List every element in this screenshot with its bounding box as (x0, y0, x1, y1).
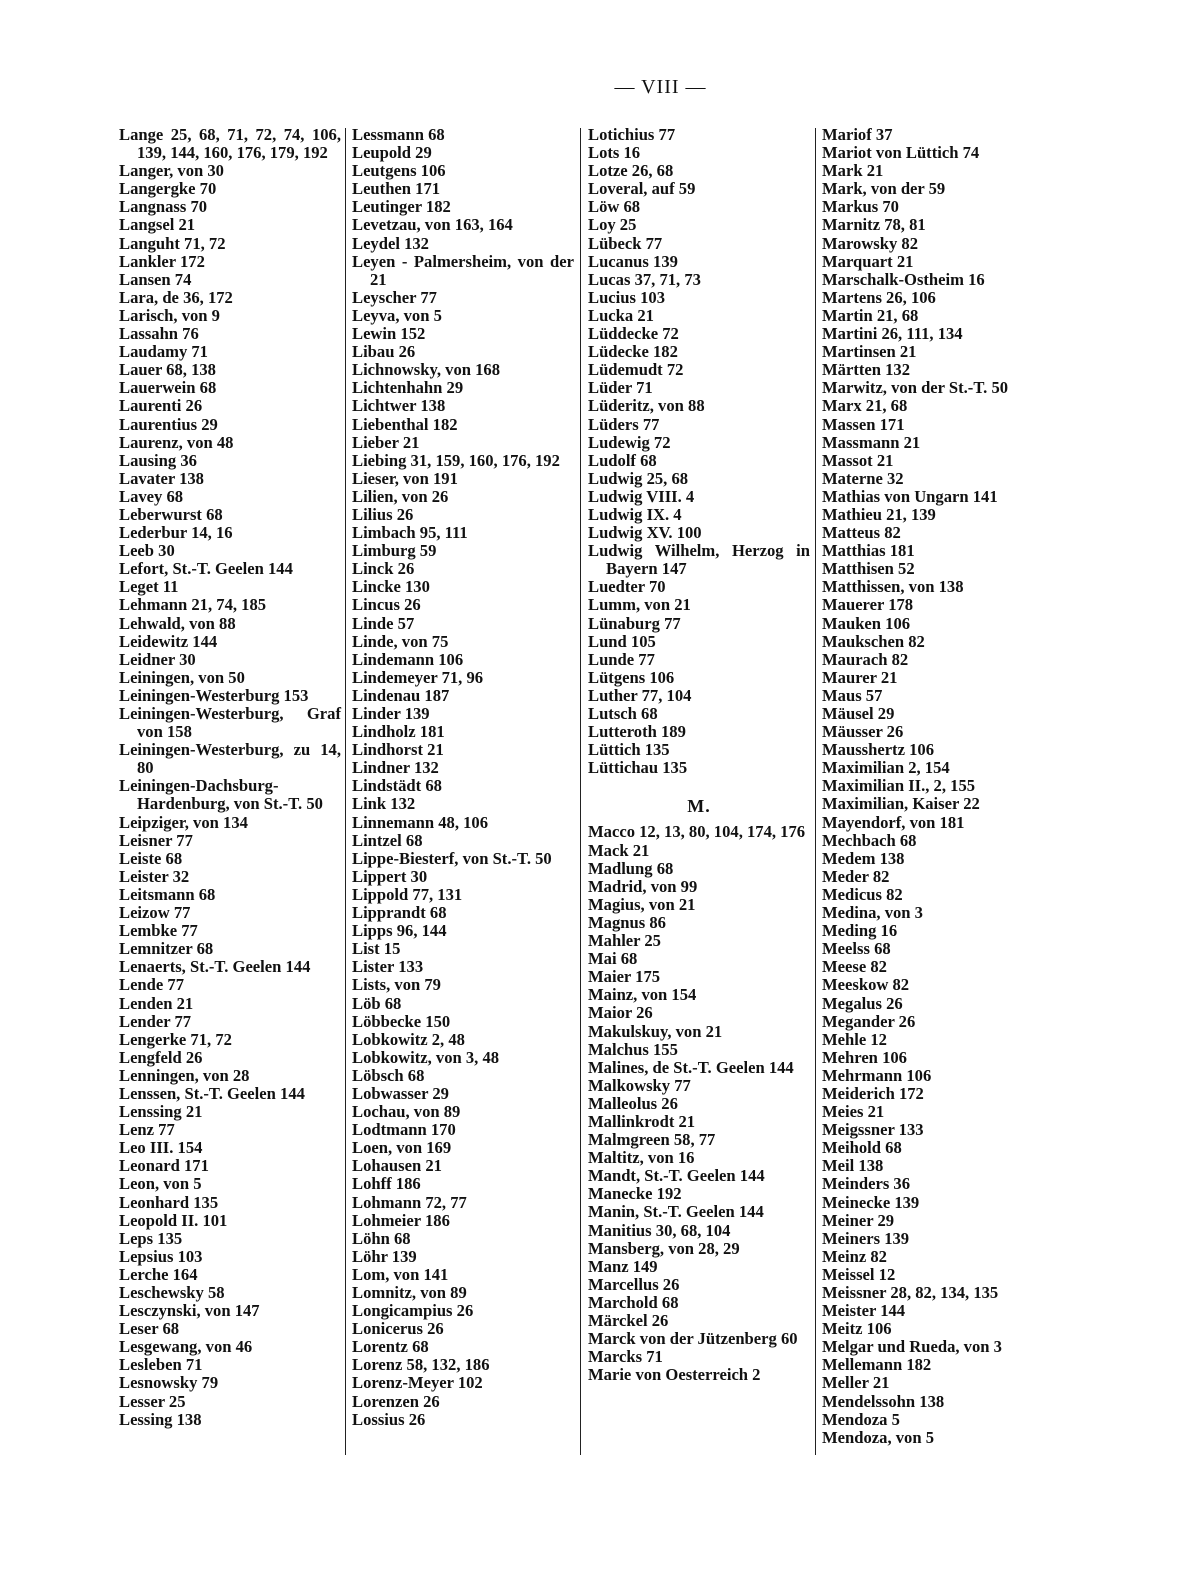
index-entry: Lassahn 76 (119, 324, 199, 344)
index-entry: Lindemann 106 (352, 649, 464, 669)
index-entry: Meihold 68 (822, 1138, 902, 1158)
index-entry: Leyen - Palmersheim, von der 21 (352, 251, 574, 289)
index-entry: Marquart 21 (822, 251, 914, 271)
index-entry: Lunde 77 (588, 649, 655, 669)
index-entry: Leiningen-Dachsburg-Hardenburg, von St.-T. 50 (119, 776, 323, 814)
index-entry: Meies 21 (822, 1102, 885, 1122)
index-entry: Marschalk-Ostheim 16 (822, 269, 985, 289)
index-entry: Langsel 21 (119, 215, 196, 235)
index-entry: Malleolus 26 (588, 1093, 678, 1113)
index-entry: Link 132 (352, 794, 416, 814)
index-entry: Mallinkrodt 21 (588, 1111, 696, 1131)
index-entry: Meissel 12 (822, 1264, 896, 1284)
index-entry: Limburg 59 (352, 541, 437, 561)
index-entry: Lichtwer 138 (352, 396, 446, 416)
index-entry: Marwitz, von der St.-T. 50 (822, 378, 1009, 398)
index-entry: Lehmann 21, 74, 185 (119, 595, 267, 615)
index-entry: Lüttich 135 (588, 740, 670, 760)
index-entry: Leiste 68 (119, 848, 183, 868)
index-entry: Lausing 36 (119, 450, 197, 470)
index-entry: Mandt, St.-T. Geelen 144 (588, 1166, 765, 1186)
index-entry: Luther 77, 104 (588, 685, 692, 705)
index-entry: Lotichius 77 (588, 125, 676, 144)
index-entry: Lesczynski, von 147 (119, 1301, 260, 1321)
index-entry: Maurach 82 (822, 649, 909, 669)
index-entry: Libau 26 (352, 342, 416, 362)
index-entry: Lindenau 187 (352, 685, 450, 705)
index-entry: Mayendorf, von 181 (822, 812, 965, 832)
index-entry: Maximilian II., 2, 155 (822, 776, 976, 796)
index-entry: Marck von der Jützenberg 60 (588, 1329, 798, 1349)
index-entry: Lüdemudt 72 (588, 360, 684, 380)
index-entry: Magius, von 21 (588, 894, 696, 914)
index-entry: Lavater 138 (119, 468, 204, 488)
index-entry: Lauerwein 68 (119, 378, 217, 398)
index-entry: Ludewig 72 (588, 432, 671, 452)
index-column-1 (119, 126, 341, 1429)
index-entry: Mellemann 182 (822, 1355, 932, 1375)
index-entry: Lengerke 71, 72 (119, 1029, 232, 1049)
index-entry: Lütgens 106 (588, 667, 675, 687)
index-entry: Lom, von 141 (352, 1264, 449, 1284)
index-entry: Makulskuy, von 21 (588, 1021, 723, 1041)
index-entry: Longicampius 26 (352, 1301, 474, 1321)
index-entry: Lilien, von 26 (352, 486, 449, 506)
index-entry: Lerche 164 (119, 1264, 198, 1284)
index-entry: Lefort, St.-T. Geelen 144 (119, 559, 293, 579)
index-entry: Leisner 77 (119, 830, 193, 850)
index-entry: Massen 171 (822, 414, 905, 434)
index-entry: Lippe-Biesterf, von St.-T. 50 (352, 848, 552, 868)
index-entry: Linder 139 (352, 704, 430, 723)
index-entry: Marowsky 82 (822, 233, 919, 253)
index-entry: Lincke 130 (352, 577, 430, 597)
index-entry: Maus 57 (822, 685, 883, 705)
index-entry: Mariof 37 (822, 125, 893, 144)
index-entry: Mendelssohn 138 (822, 1391, 945, 1411)
index-entry: Meelss 68 (822, 939, 891, 959)
index-entry: Mauken 106 (822, 613, 911, 633)
index-entry: Lübeck 77 (588, 233, 663, 253)
column-divider (815, 128, 816, 1455)
index-entry: Lippert 30 (352, 866, 428, 886)
index-entry: Maier 175 (588, 967, 661, 987)
index-entry: Meder 82 (822, 866, 890, 886)
index-entry: Lindholz 181 (352, 722, 445, 742)
index-entry: Lehwald, von 88 (119, 613, 236, 633)
index-entry: Linde, von 75 (352, 631, 449, 651)
index-entry: Marnitz 78, 81 (822, 215, 926, 235)
index-entry: Lindhorst 21 (352, 740, 444, 760)
index-entry: Lohmeier 186 (352, 1210, 450, 1230)
index-entry: Lange 25, 68, 71, 72, 74, 106, 139, 144, 160, 176, 179, 192 (119, 125, 341, 163)
index-entry: Lincus 26 (352, 595, 421, 615)
index-entry: Lenningen, von 28 (119, 1065, 250, 1085)
index-entry: Leget 11 (119, 577, 179, 597)
index-entry: Lieser, von 191 (352, 468, 458, 488)
index-entry: Lutsch 68 (588, 704, 658, 723)
index-entry: Mariot von Lüttich 74 (822, 143, 980, 163)
index-entry: Lender 77 (119, 1011, 192, 1031)
index-entry: Markus 70 (822, 197, 899, 217)
index-entry: Maurer 21 (822, 667, 898, 687)
index-entry: Lüdecke 182 (588, 342, 678, 362)
index-entry: Lohmann 72, 77 (352, 1192, 467, 1212)
index-entry: Massot 21 (822, 450, 894, 470)
index-entry: Leidner 30 (119, 649, 196, 669)
index-entry: Megalus 26 (822, 993, 903, 1013)
index-entry: Marcks 71 (588, 1347, 663, 1367)
index-entry: Lorenzen 26 (352, 1391, 440, 1411)
index-entry: Leutinger 182 (352, 197, 451, 217)
index-entry: Maior 26 (588, 1003, 653, 1023)
index-entry: Leiningen-Westerburg, Graf von 158 (119, 704, 341, 742)
index-entry: Lossius 26 (352, 1409, 426, 1429)
index-entry: Lankler 172 (119, 251, 205, 271)
column-divider (580, 128, 581, 1455)
index-entry: Leo III. 154 (119, 1138, 203, 1158)
index-entry: Mäusser 26 (822, 722, 904, 742)
index-entry: Lucka 21 (588, 305, 654, 325)
index-entry: Leuthen 171 (352, 179, 441, 199)
index-entry: Leser 68 (119, 1319, 180, 1339)
index-entry: Liebing 31, 159, 160, 176, 192 (352, 450, 560, 470)
index-entry: Lipprandt 68 (352, 903, 447, 923)
index-entry: Lende 77 (119, 975, 184, 995)
index-entry: Mansberg, von 28, 29 (588, 1238, 740, 1258)
index-entry: Langnass 70 (119, 197, 208, 217)
index-entry: Lippold 77, 131 (352, 884, 463, 904)
index-entry: Manin, St.-T. Geelen 144 (588, 1202, 764, 1222)
index-entry: Lessmann 68 (352, 125, 445, 144)
index-entry: Medicus 82 (822, 884, 903, 904)
index-entry: Leschewsky 58 (119, 1283, 225, 1302)
index-entry: Leonard 171 (119, 1156, 209, 1176)
index-entry: Lüddecke 72 (588, 324, 679, 344)
index-entry: Lembke 77 (119, 921, 198, 941)
index-entry: Lesgewang, von 46 (119, 1337, 253, 1357)
index-entry: Meinz 82 (822, 1246, 887, 1266)
section-letter-heading: M. (687, 796, 711, 817)
index-entry: Leister 32 (119, 866, 190, 886)
index-entry: Marie von Oesterreich 2 (588, 1365, 761, 1385)
index-entry: Manz 149 (588, 1256, 658, 1276)
index-entry: Mäusel 29 (822, 704, 895, 723)
index-entry: Leberwurst 68 (119, 504, 223, 524)
index-entry: Manitius 30, 68, 104 (588, 1220, 731, 1240)
index-entry: Löbsch 68 (352, 1065, 425, 1085)
index-entry: Meding 16 (822, 921, 898, 941)
index-entry: Meigssner 133 (822, 1120, 924, 1140)
index-entry: Lodtmann 170 (352, 1120, 456, 1140)
index-entry: Manecke 192 (588, 1184, 682, 1204)
index-entry: Lorentz 68 (352, 1337, 429, 1357)
index-entry: Lutteroth 189 (588, 722, 686, 742)
index-entry: Maukschen 82 (822, 631, 925, 651)
index-entry: Märckel 26 (588, 1311, 669, 1330)
index-entry: Laurenti 26 (119, 396, 203, 416)
index-column-2 (352, 126, 574, 1429)
index-entry: Meister 144 (822, 1301, 906, 1321)
index-entry: Lengfeld 26 (119, 1047, 203, 1067)
index-entry: Malchus 155 (588, 1039, 678, 1059)
index-entry: Meissner 28, 82, 134, 135 (822, 1283, 999, 1302)
index-entry: Löw 68 (588, 197, 641, 217)
index-entry: Meil 138 (822, 1156, 884, 1176)
index-entry: Lewin 152 (352, 324, 426, 344)
index-entry: Langergke 70 (119, 179, 217, 199)
index-entry: Lots 16 (588, 143, 641, 163)
index-entry: Leutgens 106 (352, 161, 446, 181)
index-entry: Lepsius 103 (119, 1246, 203, 1266)
index-entry: Lara, de 36, 172 (119, 287, 233, 307)
index-entry: Levetzau, von 163, 164 (352, 215, 513, 235)
index-entry: Materne 32 (822, 468, 904, 488)
index-entry: Leiningen-Westerburg 153 (119, 685, 309, 705)
index-entry: Malines, de St.-T. Geelen 144 (588, 1057, 794, 1077)
index-entry: Lenz 77 (119, 1120, 175, 1140)
index-entry: Lichnowsky, von 168 (352, 360, 501, 380)
index-entry: Lohausen 21 (352, 1156, 442, 1176)
index-entry: Lemnitzer 68 (119, 939, 214, 959)
index-entry: Meinecke 139 (822, 1192, 920, 1212)
index-entry: Laurentius 29 (119, 414, 218, 434)
index-entry: Loen, von 169 (352, 1138, 452, 1158)
index-entry: Mendoza 5 (822, 1409, 900, 1429)
index-entry: Mausshertz 106 (822, 740, 934, 760)
index-entry: Marx 21, 68 (822, 396, 908, 416)
index-entry: Marchold 68 (588, 1292, 679, 1312)
index-entry: Linck 26 (352, 559, 415, 579)
index-entry: Medina, von 3 (822, 903, 923, 923)
index-entry: Lobwasser 29 (352, 1083, 449, 1103)
index-entry: Ludolf 68 (588, 450, 657, 470)
index-entry: Meitz 106 (822, 1319, 892, 1339)
index-entry: Leyva, von 5 (352, 305, 442, 325)
index-entry: Leonhard 135 (119, 1192, 219, 1212)
index-entry: Lipps 96, 144 (352, 921, 447, 941)
index-entry: Lichtenhahn 29 (352, 378, 464, 398)
index-entry: Leidewitz 144 (119, 631, 218, 651)
index-entry: Laurenz, von 48 (119, 432, 234, 452)
index-entry: Lieber 21 (352, 432, 420, 452)
index-entry: Lüder 71 (588, 378, 653, 398)
index-entry: Mathias von Ungarn 141 (822, 486, 998, 506)
index-entry: Lobkowitz, von 3, 48 (352, 1047, 500, 1067)
index-entry: Löhr 139 (352, 1246, 417, 1266)
index-entry: Lenssen, St.-T. Geelen 144 (119, 1083, 305, 1103)
index-entry: Mainz, von 154 (588, 985, 697, 1005)
index-entry: Lauer 68, 138 (119, 360, 216, 380)
index-column-4 (822, 126, 1044, 1447)
index-entry: Lund 105 (588, 631, 656, 651)
index-entry: Mathieu 21, 139 (822, 504, 936, 524)
index-entry: Meiners 139 (822, 1228, 910, 1248)
index-entry: Lindner 132 (352, 758, 439, 778)
index-entry: Lenssing 21 (119, 1102, 203, 1122)
index-entry: Löb 68 (352, 993, 402, 1013)
index-entry: Magnus 86 (588, 912, 666, 932)
index-entry: Lenaerts, St.-T. Geelen 144 (119, 957, 311, 977)
index-entry: Lesnowsky 79 (119, 1373, 219, 1393)
index-entry: Mendoza, von 5 (822, 1427, 935, 1447)
page-number: — VIII — (614, 76, 707, 98)
index-entry: Maximilian, Kaiser 22 (822, 794, 980, 814)
index-entry: Lessing 138 (119, 1409, 202, 1429)
index-entry: Lorenz 58, 132, 186 (352, 1355, 490, 1375)
index-entry: Ludwig Wilhelm, Herzog in Bayern 147 (588, 541, 810, 579)
index-entry: Märtten 132 (822, 360, 911, 380)
index-entry: Mechbach 68 (822, 830, 917, 850)
index-column-3 (588, 126, 810, 1384)
index-entry: Lumm, von 21 (588, 595, 691, 615)
index-entry: Lesleben 71 (119, 1355, 203, 1375)
index-entry: Mauerer 178 (822, 595, 914, 615)
index-entry: Melgar und Rueda, von 3 (822, 1337, 1002, 1357)
index-entry: Mack 21 (588, 840, 650, 860)
index-entry: Leipziger, von 134 (119, 812, 248, 832)
index-entry: Larisch, von 9 (119, 305, 220, 325)
index-entry: Madlung 68 (588, 858, 674, 878)
index-entry: Martini 26, 111, 134 (822, 324, 963, 344)
index-entry: Leupold 29 (352, 143, 432, 163)
index-entry: Meese 82 (822, 957, 887, 977)
index-entry: Leydel 132 (352, 233, 429, 253)
index-entry: Malmgreen 58, 77 (588, 1130, 716, 1150)
index-entry: Lavey 68 (119, 486, 184, 506)
index-entry: Lederbur 14, 16 (119, 523, 233, 543)
index-entry: Mai 68 (588, 949, 638, 969)
index-entry: Lansen 74 (119, 269, 192, 289)
index-entry: Lucius 103 (588, 287, 665, 307)
index-entry: Mark 21 (822, 161, 884, 181)
index-entry: Lochau, von 89 (352, 1102, 461, 1122)
index-entry: Massmann 21 (822, 432, 921, 452)
index-entry: Leyscher 77 (352, 287, 437, 307)
index-entry: Marcellus 26 (588, 1274, 680, 1294)
index-entry: Martinsen 21 (822, 342, 917, 362)
index-entry: Leon, von 5 (119, 1174, 202, 1194)
index-entry: Ludwig XV. 100 (588, 523, 702, 543)
index-entry: Matthissen, von 138 (822, 577, 964, 597)
index-entry: Mahler 25 (588, 931, 661, 951)
index-entry: Löbbecke 150 (352, 1011, 451, 1031)
index-entry: Ludwig 25, 68 (588, 468, 689, 488)
index-entry: Lüttichau 135 (588, 758, 688, 778)
index-entry: Martin 21, 68 (822, 305, 919, 325)
index-entry: Meeskow 82 (822, 975, 910, 995)
index-entry: Malkowsky 77 (588, 1075, 691, 1095)
column-divider (345, 128, 346, 1455)
index-entry: Löhn 68 (352, 1228, 411, 1248)
index-entry: Lorenz-Meyer 102 (352, 1373, 483, 1393)
index-entry: Mehrmann 106 (822, 1065, 932, 1085)
index-entry: Liebenthal 182 (352, 414, 458, 434)
index-entry: Lintzel 68 (352, 830, 423, 850)
index-entry: Medem 138 (822, 848, 905, 868)
index-entry: Lucas 37, 71, 73 (588, 269, 701, 289)
index-entry: Mark, von der 59 (822, 179, 946, 199)
index-entry: Martens 26, 106 (822, 287, 936, 307)
index-entry: Megander 26 (822, 1011, 916, 1031)
index-entry: Leitsmann 68 (119, 884, 216, 904)
index-entry: Leizow 77 (119, 903, 191, 923)
index-entry: Matthias 181 (822, 541, 915, 561)
index-entry: Meiderich 172 (822, 1083, 924, 1103)
index-entry: Luedter 70 (588, 577, 666, 597)
index-entry: Ludwig IX. 4 (588, 504, 682, 524)
index-entry: Lobkowitz 2, 48 (352, 1029, 465, 1049)
index-entry: Lindstädt 68 (352, 776, 442, 796)
index-entry: Maximilian 2, 154 (822, 758, 950, 778)
index-entry: Matthisen 52 (822, 559, 915, 579)
index-entry: Leiningen, von 50 (119, 667, 245, 687)
index-entry: List 15 (352, 939, 401, 959)
index-entry: Lenden 21 (119, 993, 194, 1013)
index-entry: Meinders 36 (822, 1174, 911, 1194)
index-entry: Loy 25 (588, 215, 637, 235)
index-entry: Lonicerus 26 (352, 1319, 444, 1339)
index-entry: Lindemeyer 71, 96 (352, 667, 484, 687)
index-entry: Lüderitz, von 88 (588, 396, 705, 416)
index-entry: Leeb 30 (119, 541, 175, 561)
index-entry: Lohff 186 (352, 1174, 421, 1194)
index-entry: Maltitz, von 16 (588, 1148, 695, 1168)
index-entry: Lists, von 79 (352, 975, 441, 995)
index-entry: Ludwig VIII. 4 (588, 486, 695, 506)
index-entry: Lüders 77 (588, 414, 660, 434)
index-entry: Lesser 25 (119, 1391, 186, 1411)
index-entry: Matteus 82 (822, 523, 901, 543)
index-entry: Lünaburg 77 (588, 613, 681, 633)
index-entry: Meller 21 (822, 1373, 890, 1393)
index-entry: Mehle 12 (822, 1029, 887, 1049)
index-entry: Mehren 106 (822, 1047, 907, 1067)
index-entry: Macco 12, 13, 80, 104, 174, 176 (588, 822, 806, 842)
index-entry: Languht 71, 72 (119, 233, 226, 253)
index-entry: Lotze 26, 68 (588, 161, 674, 181)
index-entry: Leopold II. 101 (119, 1210, 228, 1230)
index-entry: Leiningen-Westerburg, zu 14, 80 (119, 740, 341, 778)
index-entry: Loveral, auf 59 (588, 179, 696, 199)
index-entry: Limbach 95, 111 (352, 523, 468, 543)
index-entry: Langer, von 30 (119, 161, 224, 181)
index-entry: Meiner 29 (822, 1210, 895, 1230)
index-entry: Lomnitz, von 89 (352, 1283, 467, 1302)
index-entry: Lister 133 (352, 957, 424, 977)
index-entry: Lucanus 139 (588, 251, 678, 271)
index-entry: Leps 135 (119, 1228, 183, 1248)
index-entry: Linnemann 48, 106 (352, 812, 489, 832)
index-entry: Linde 57 (352, 613, 415, 633)
index-entry: Laudamy 71 (119, 342, 208, 362)
index-entry: Madrid, von 99 (588, 876, 698, 896)
index-entry: Lilius 26 (352, 504, 414, 524)
